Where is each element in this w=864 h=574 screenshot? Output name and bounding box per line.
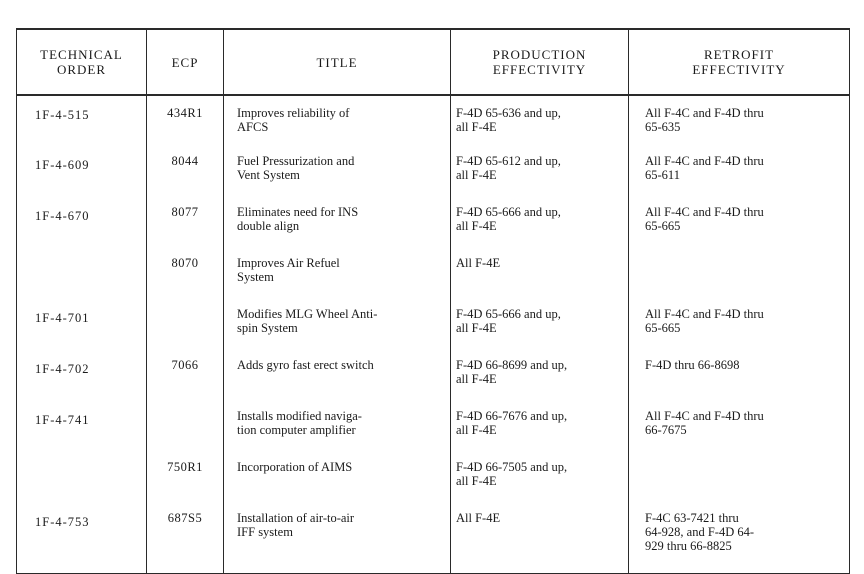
header-retrofit-effectivity: RETROFIT EFFECTIVITY bbox=[629, 29, 850, 95]
cell-retrofit-effectivity bbox=[629, 299, 850, 350]
cell-title-line: Vent System bbox=[237, 168, 300, 182]
cell-production-effectivity bbox=[451, 401, 629, 452]
cell-title-line: Fuel Pressurization and bbox=[237, 154, 355, 168]
cell-technical-order: 1F-4-670 bbox=[17, 197, 147, 248]
cell-title-line: Improves Air Refuel bbox=[237, 256, 340, 270]
table-row bbox=[17, 95, 850, 146]
cell-retrofit-effectivity bbox=[629, 197, 850, 248]
cell-retrofit-effectivity-line: All F-4C and F-4D thru bbox=[645, 154, 764, 168]
cell-retrofit-effectivity bbox=[629, 248, 850, 299]
cell-title-line: Installs modified naviga- bbox=[237, 409, 362, 423]
cell-ecp: 8044 bbox=[147, 146, 224, 197]
cell-production-effectivity-line: all F-4E bbox=[456, 321, 497, 335]
cell-title-line: System bbox=[237, 270, 274, 284]
cell-title bbox=[224, 299, 451, 350]
cell-production-effectivity-line: All F-4E bbox=[456, 256, 501, 270]
cell-title-line: Incorporation of AIMS bbox=[237, 460, 353, 474]
cell-retrofit-effectivity-line: 64-928, and F-4D 64- bbox=[645, 525, 755, 539]
cell-title bbox=[224, 197, 451, 248]
cell-technical-order: 1F-4-741 bbox=[17, 401, 147, 452]
table-row bbox=[17, 350, 850, 401]
table-row bbox=[17, 146, 850, 197]
cell-ecp: 8070 bbox=[147, 248, 224, 299]
cell-ecp: 750R1 bbox=[147, 452, 224, 503]
table-row bbox=[17, 452, 850, 503]
cell-technical-order bbox=[17, 248, 147, 299]
cell-production-effectivity bbox=[451, 299, 629, 350]
cell-production-effectivity-line: F-4D 65-636 and up, bbox=[456, 106, 561, 120]
cell-title bbox=[224, 95, 451, 146]
cell-title bbox=[224, 401, 451, 452]
cell-title bbox=[224, 503, 451, 574]
effectivity-table bbox=[16, 28, 850, 574]
cell-production-effectivity-line: F-4D 66-7505 and up, bbox=[456, 460, 568, 474]
table-body bbox=[17, 95, 850, 574]
cell-title-line: AFCS bbox=[237, 120, 269, 134]
table-row bbox=[17, 248, 850, 299]
table-header bbox=[17, 29, 850, 95]
cell-retrofit-effectivity bbox=[629, 146, 850, 197]
cell-title-line: Eliminates need for INS bbox=[237, 205, 359, 219]
cell-production-effectivity-line: all F-4E bbox=[456, 474, 497, 488]
cell-production-effectivity-line: all F-4E bbox=[456, 219, 497, 233]
cell-production-effectivity bbox=[451, 248, 629, 299]
cell-production-effectivity bbox=[451, 95, 629, 146]
cell-retrofit-effectivity-line: 65-665 bbox=[645, 321, 681, 335]
cell-production-effectivity-line: F-4D 65-612 and up, bbox=[456, 154, 561, 168]
cell-retrofit-effectivity bbox=[629, 401, 850, 452]
cell-production-effectivity bbox=[451, 197, 629, 248]
cell-retrofit-effectivity-line: All F-4C and F-4D thru bbox=[645, 409, 764, 423]
cell-title-line: IFF system bbox=[237, 525, 293, 539]
cell-production-effectivity-line: F-4D 66-7676 and up, bbox=[456, 409, 568, 423]
header-title: TITLE bbox=[224, 29, 451, 95]
cell-retrofit-effectivity-line: All F-4C and F-4D thru bbox=[645, 307, 764, 321]
cell-production-effectivity-line: F-4D 65-666 and up, bbox=[456, 307, 561, 321]
cell-technical-order: 1F-4-515 bbox=[17, 95, 147, 146]
cell-title-line: Adds gyro fast erect switch bbox=[237, 358, 374, 372]
header-ecp: ECP bbox=[147, 29, 224, 95]
cell-retrofit-effectivity-line: F-4D thru 66-8698 bbox=[645, 358, 740, 372]
cell-retrofit-effectivity-line: 65-611 bbox=[645, 168, 680, 182]
cell-production-effectivity bbox=[451, 452, 629, 503]
cell-retrofit-effectivity bbox=[629, 350, 850, 401]
cell-ecp: 7066 bbox=[147, 350, 224, 401]
cell-ecp: 434R1 bbox=[147, 95, 224, 146]
cell-production-effectivity bbox=[451, 503, 629, 574]
cell-production-effectivity-line: all F-4E bbox=[456, 168, 497, 182]
cell-title bbox=[224, 248, 451, 299]
cell-production-effectivity bbox=[451, 146, 629, 197]
cell-technical-order: 1F-4-702 bbox=[17, 350, 147, 401]
cell-technical-order: 1F-4-701 bbox=[17, 299, 147, 350]
table-row bbox=[17, 503, 850, 574]
cell-retrofit-effectivity-line: All F-4C and F-4D thru bbox=[645, 205, 764, 219]
cell-ecp bbox=[147, 299, 224, 350]
cell-title bbox=[224, 350, 451, 401]
cell-title-line: Installation of air-to-air bbox=[237, 511, 355, 525]
table-row bbox=[17, 401, 850, 452]
cell-production-effectivity-line: F-4D 66-8699 and up, bbox=[456, 358, 568, 372]
cell-title-line: double align bbox=[237, 219, 300, 233]
cell-retrofit-effectivity-line: 929 thru 66-8825 bbox=[645, 539, 732, 553]
cell-title bbox=[224, 452, 451, 503]
cell-retrofit-effectivity bbox=[629, 95, 850, 146]
cell-ecp: 8077 bbox=[147, 197, 224, 248]
cell-technical-order: 1F-4-753 bbox=[17, 503, 147, 574]
cell-title-line: Improves reliability of bbox=[237, 106, 350, 120]
cell-title-line: tion computer amplifier bbox=[237, 423, 356, 437]
cell-technical-order bbox=[17, 452, 147, 503]
cell-title-line: spin System bbox=[237, 321, 298, 335]
cell-production-effectivity-line: F-4D 65-666 and up, bbox=[456, 205, 561, 219]
cell-production-effectivity-line: all F-4E bbox=[456, 120, 497, 134]
cell-retrofit-effectivity bbox=[629, 503, 850, 574]
cell-production-effectivity-line: All F-4E bbox=[456, 511, 501, 525]
cell-retrofit-effectivity-line: F-4C 63-7421 thru bbox=[645, 511, 739, 525]
cell-retrofit-effectivity-line: 65-635 bbox=[645, 120, 681, 134]
cell-production-effectivity bbox=[451, 350, 629, 401]
cell-retrofit-effectivity-line: 65-665 bbox=[645, 219, 681, 233]
header-production-effectivity: PRODUCTION EFFECTIVITY bbox=[451, 29, 629, 95]
cell-retrofit-effectivity-line: All F-4C and F-4D thru bbox=[645, 106, 764, 120]
cell-ecp bbox=[147, 401, 224, 452]
cell-title-line: Modifies MLG Wheel Anti- bbox=[237, 307, 378, 321]
cell-technical-order: 1F-4-609 bbox=[17, 146, 147, 197]
header-technical-order: TECHNICAL ORDER bbox=[17, 29, 147, 95]
cell-production-effectivity-line: all F-4E bbox=[456, 372, 497, 386]
table-row bbox=[17, 299, 850, 350]
cell-title bbox=[224, 146, 451, 197]
cell-ecp: 687S5 bbox=[147, 503, 224, 574]
cell-production-effectivity-line: all F-4E bbox=[456, 423, 497, 437]
cell-retrofit-effectivity bbox=[629, 452, 850, 503]
cell-retrofit-effectivity-line: 66-7675 bbox=[645, 423, 687, 437]
table-row bbox=[17, 197, 850, 248]
effectivity-table-page bbox=[16, 28, 849, 553]
